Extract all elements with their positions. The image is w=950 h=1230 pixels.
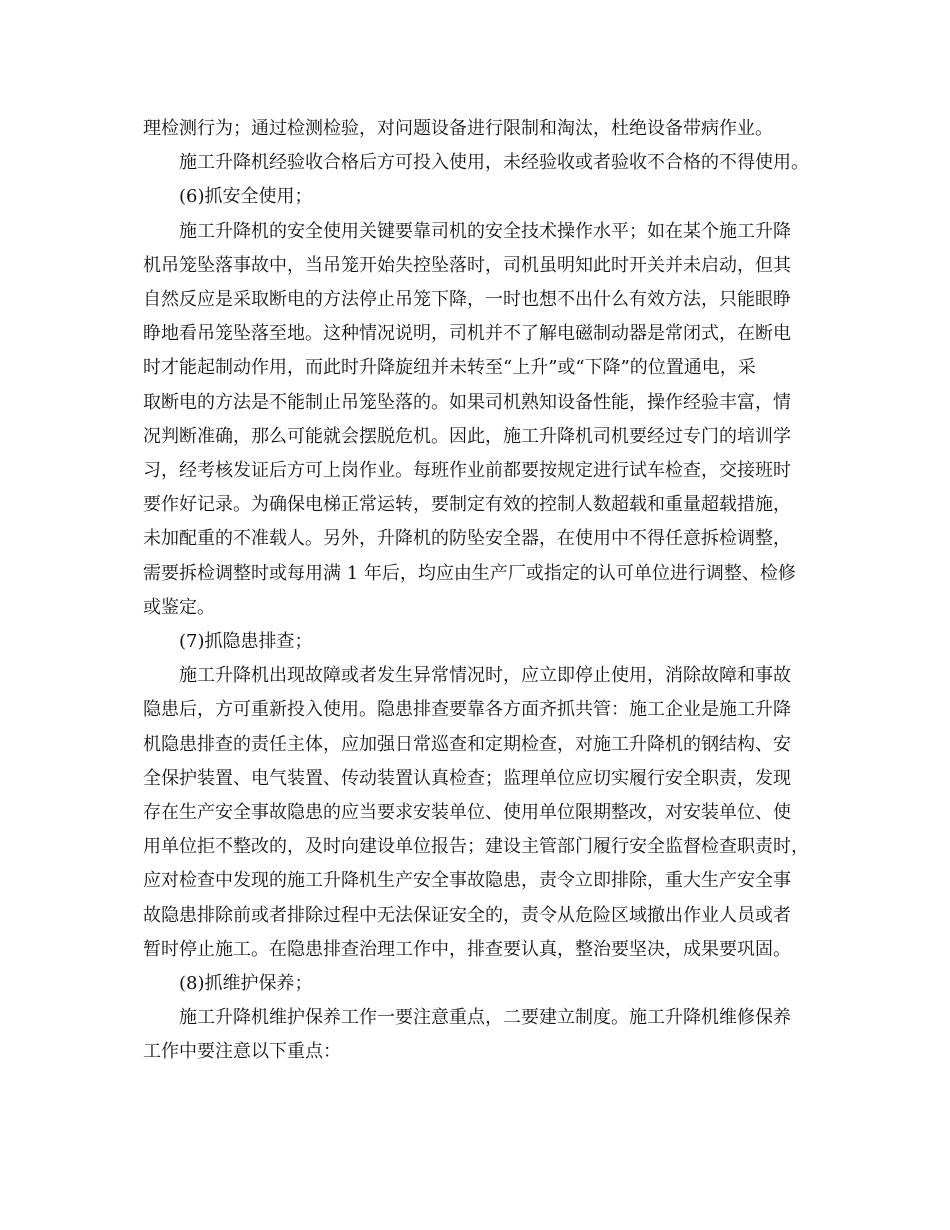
text-line: 暂时停止施工。在隐患排查治理工作中，排查要认真，整治要坚决，成果要巩固。 <box>143 939 791 960</box>
text-line: 或鉴定。 <box>143 597 215 618</box>
text-line: 施工升降机出现故障或者发生异常情况时，应立即停止使用，消除故障和事故 <box>179 665 791 686</box>
text-line: 自然反应是采取断电的方法停止吊笼下降，一时也想不出什么有效方法，只能眼睁 <box>143 289 791 310</box>
text-line: (8)抓维护保养； <box>179 973 313 994</box>
text-line: 施工升降机的安全使用关键要靠司机的安全技术操作水平；如在某个施工升降 <box>179 221 791 242</box>
text-line: 理检测行为；通过检测检验，对问题设备进行限制和淘汰，杜绝设备带病作业。 <box>143 118 773 139</box>
text-line: 全保护装置、电气装置、传动装置认真检查；监理单位应切实履行安全职责，发现 <box>143 768 791 789</box>
text-line: 况判断准确，那么可能就会摆脱危机。因此，施工升降机司机要经过专门的培训学 <box>143 426 791 447</box>
text-line: 机隐患排查的责任主体，应加强日常巡查和定期检查，对施工升降机的钢结构、安 <box>143 734 791 755</box>
text-line: 应对检查中发现的施工升降机生产安全事故隐患，责令立即排除，重大生产安全事 <box>143 870 791 891</box>
text-line: (6)抓安全使用； <box>179 186 313 207</box>
text-line: 施工升降机维护保养工作一要注意重点，二要建立制度。施工升降机维修保养 <box>179 1007 791 1028</box>
text-line: 机吊笼坠落事故中，当吊笼开始失控坠落时，司机虽明知此时开关并未启动，但其 <box>143 255 791 276</box>
text-line: 需要拆检调整时或每用满 1 年后，均应由生产厂或指定的认可单位进行调整、检修 <box>143 563 796 584</box>
text-line: 存在生产安全事故隐患的应当要求安装单位、使用单位限期整改，对安装单位、使 <box>143 802 791 823</box>
text-line: 要作好记录。为确保电梯正常运转，要制定有效的控制人数超载和重量超载措施， <box>143 494 791 515</box>
text-line: 取断电的方法是不能制止吊笼坠落的。如果司机熟知设备性能，操作经验丰富，情 <box>143 392 791 413</box>
text-line: 故隐患排除前或者排除过程中无法保证安全的，责令从危险区域撤出作业人员或者 <box>143 905 791 926</box>
text-line: 施工升降机经验收合格后方可投入使用，未经验收或者验收不合格的不得使用。 <box>179 152 809 173</box>
text-line: 未加配重的不准载人。另外，升降机的防坠安全器，在使用中不得任意拆检调整， <box>143 528 791 549</box>
text-line: 工作中要注意以下重点： <box>143 1041 341 1062</box>
text-line: 睁地看吊笼坠落至地。这种情况说明，司机并不了解电磁制动器是常闭式，在断电 <box>143 323 791 344</box>
text-line: 用单位拒不整改的，及时向建设单位报告；建设主管部门履行安全监督检查职责时， <box>143 836 809 857</box>
text-line: 隐患后，方可重新投入使用。隐患排查要靠各方面齐抓共管：施工企业是施工升降 <box>143 699 791 720</box>
text-line: (7)抓隐患排查； <box>179 631 313 652</box>
text-line: 习，经考核发证后方可上岗作业。每班作业前都要按规定进行试车检查，交接班时 <box>143 460 791 481</box>
text-line: 时才能起制动作用，而此时升降旋纽并未转至“上升”或“下降”的位置通电，采 <box>143 357 756 378</box>
